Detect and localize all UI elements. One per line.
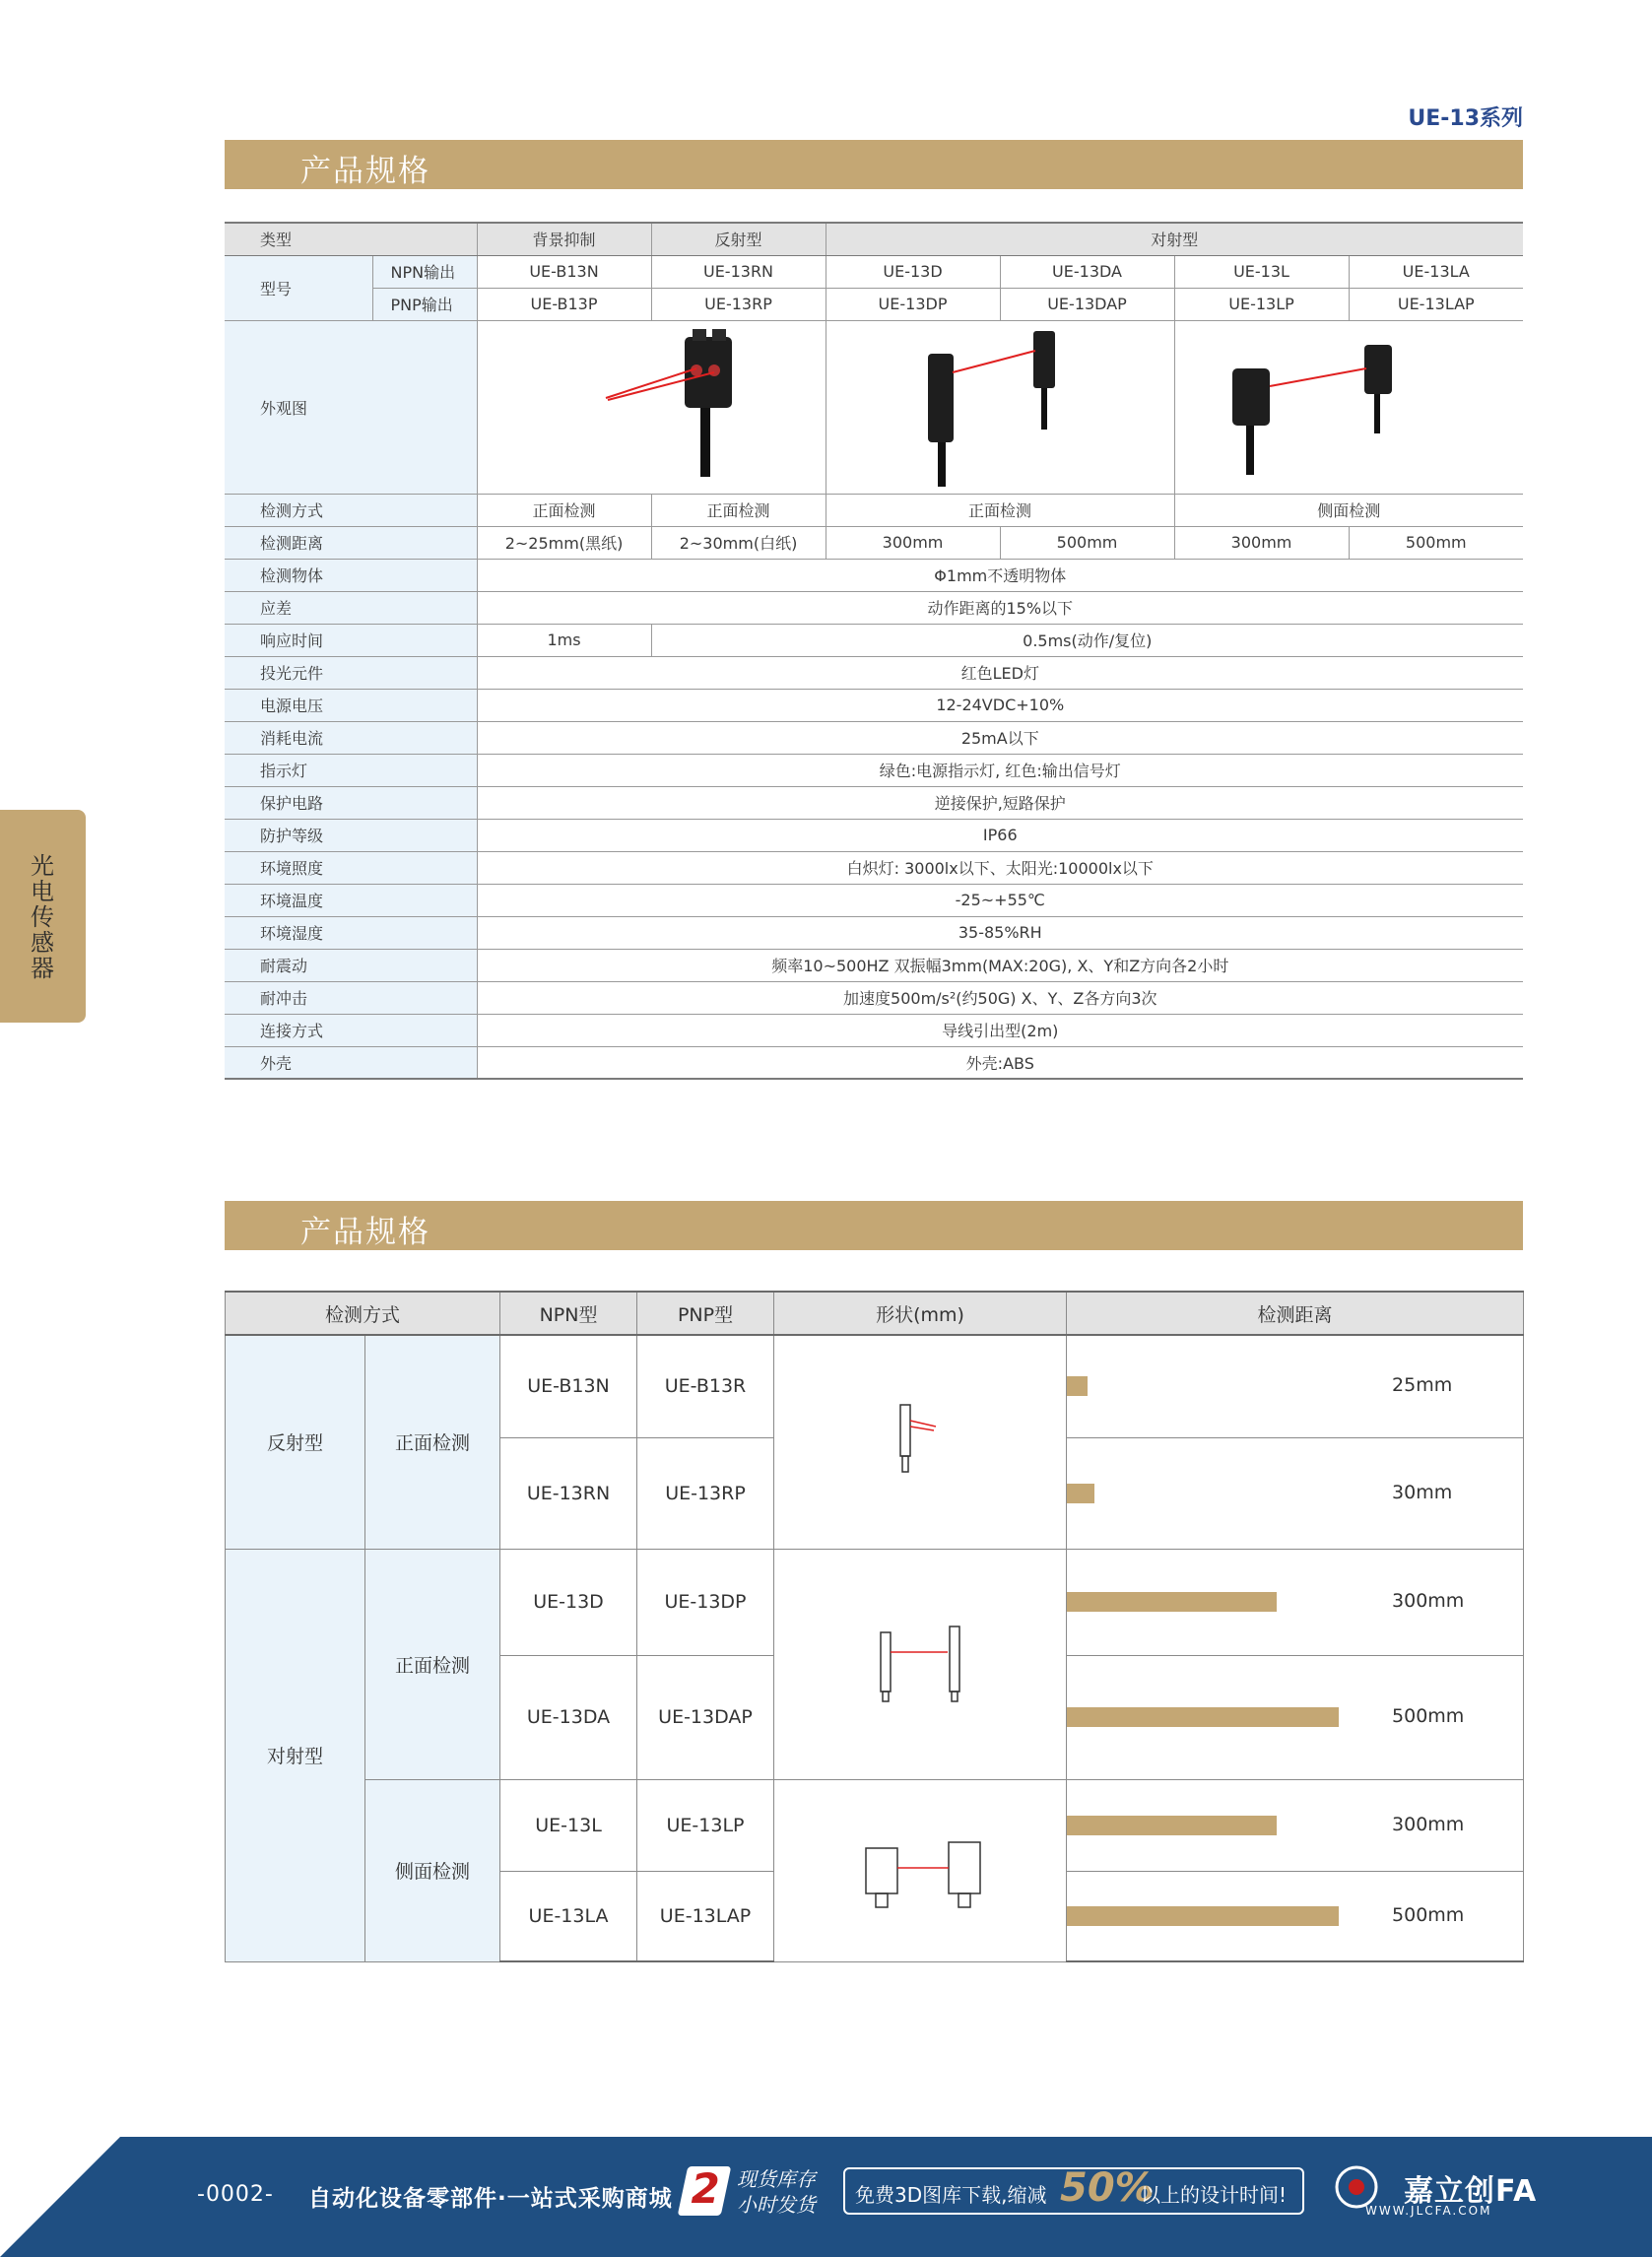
pnp-model: UE-13LAP [1349,288,1523,320]
pnp-model: UE-13LP [1174,288,1349,320]
pnp-model: UE-13LAP [637,1871,774,1961]
appearance-label: 外观图 [225,320,477,494]
distance-cell [1067,1437,1524,1549]
group-label: 对射型 [226,1549,365,1961]
npn-model: UE-13L [500,1779,637,1871]
pnp-model: UE-13RP [651,288,826,320]
distance-value: 500mm [1392,1705,1465,1727]
spec-row-value: Φ1mm不透明物体 [477,559,1523,591]
promo-percent: 50% [1060,2165,1155,2211]
two-hour-badge-icon [678,2166,732,2216]
badge-number: 2 [691,2164,720,2213]
type-cell: 反射型 [651,223,826,255]
npn-model: UE-13RN [500,1437,637,1549]
side-tab-label: 光电传感器 [31,852,54,982]
spec-row-value: 频率10~500HZ 双振幅3mm(MAX:20G), X、Y和Z方向各2小时 [477,949,1523,981]
footer [0,2137,1652,2257]
series-tag: UE-13系列 [1408,106,1523,131]
spec-row-label: 环境温度 [225,884,477,916]
spec-row-label: 指示灯 [225,754,477,786]
stock-line: 现货库存 [737,2167,816,2191]
distance-cell [1067,1779,1524,1871]
model-label: 型号 [225,255,372,320]
pnp-model: UE-13DAP [637,1655,774,1779]
promo-text: 免费3D图库下载,缩减 [855,2183,1047,2207]
sub-label: 侧面检测 [365,1779,500,1961]
distance-bar [1067,1816,1277,1835]
spec-row-label: 投光元件 [225,656,477,689]
section-bar-spec [225,140,1523,189]
sub-label: 正面检测 [365,1335,500,1549]
spec-row-value: 35-85%RH [477,916,1523,949]
npn-model: UE-13D [500,1549,637,1655]
pnp-model: UE-13DAP [1000,288,1174,320]
spec-row-label: 保护电路 [225,786,477,819]
col-header: 检测方式 [226,1292,500,1335]
col-header: 形状(mm) [774,1292,1067,1335]
spec-row-value: 动作距离的15%以下 [477,591,1523,624]
col-header: NPN型 [500,1292,637,1335]
type-cell: 对射型 [826,223,1523,255]
spec-row-label: 环境湿度 [225,916,477,949]
pnp-model: UE-13DP [826,288,1000,320]
type-label: 类型 [225,223,477,255]
pnp-model: UE-13LP [637,1779,774,1871]
col-header: PNP型 [637,1292,774,1335]
distance-bar [1067,1376,1088,1396]
detect-distance-label: 检测距离 [225,526,477,559]
distance-value: 300mm [1392,1813,1465,1835]
pnp-model: UE-13DP [637,1549,774,1655]
type-cell: 背景抑制 [477,223,651,255]
spec-row-label: 耐震动 [225,949,477,981]
npn-model: UE-13D [826,255,1000,288]
npn-model: UE-13RN [651,255,826,288]
spec-row-value: 绿色:电源指示灯, 红色:输出信号灯 [477,754,1523,786]
spec-row-value: 导线引出型(2m) [477,1014,1523,1046]
pnp-model: UE-B13R [637,1335,774,1437]
spec-row-label: 耐冲击 [225,981,477,1014]
distance-bar [1067,1484,1094,1503]
detect-distance-cell: 500mm [1000,526,1174,559]
distance-cell [1067,1549,1524,1655]
detect-distance-cell: 2~25mm(黑纸) [477,526,651,559]
spec-row-label: 连接方式 [225,1014,477,1046]
spec-row-label: 防护等级 [225,819,477,851]
shape-thrubeam-front-diagram [774,1549,1067,1779]
brand-url[interactable]: WWW.JLCFA.COM [1365,2204,1492,2218]
detect-method-cell: 正面检测 [477,494,651,526]
appearance-thrubeam-front-image [826,320,1174,494]
side-category-tab[interactable] [0,810,86,1023]
npn-model: UE-B13N [477,255,651,288]
distance-value: 300mm [1392,1590,1465,1612]
section-bar-selection [225,1201,1523,1250]
pnp-label: PNP输出 [372,288,477,320]
footer-slogan: 自动化设备零部件·一站式采购商城 [308,2186,673,2212]
stock-line: 小时发货 [737,2193,816,2217]
distance-cell [1067,1335,1524,1437]
detect-distance-cell: 2~30mm(白纸) [651,526,826,559]
sub-label: 正面检测 [365,1549,500,1779]
spec-row-value: 加速度500m/s²(约50G) X、Y、Z各方向3次 [477,981,1523,1014]
spec-row-value: -25~+55℃ [477,884,1523,916]
detect-method-cell: 正面检测 [651,494,826,526]
promo-text: 以上的设计时间! [1141,2183,1288,2207]
npn-model: UE-13DA [1000,255,1174,288]
spec-row-label: 消耗电流 [225,721,477,754]
npn-model: UE-B13N [500,1335,637,1437]
spec-row-value: 白炽灯: 3000lx以下、太阳光:10000lx以下 [477,851,1523,884]
detect-distance-cell: 300mm [826,526,1000,559]
distance-value: 500mm [1392,1903,1465,1926]
detect-distance-cell: 500mm [1349,526,1523,559]
distance-value: 30mm [1392,1481,1453,1503]
distance-bar [1067,1707,1338,1727]
section-title: 产品规格 [300,1215,430,1250]
spec-row-label: 外壳 [225,1046,477,1079]
pnp-model: UE-13RP [637,1437,774,1549]
detect-method-label: 检测方式 [225,494,477,526]
spec-table [225,222,1523,1080]
spec-row-value: 1ms [477,624,651,656]
detect-method-cell: 侧面检测 [1174,494,1523,526]
npn-model: UE-13LA [1349,255,1523,288]
distance-bar [1067,1592,1277,1612]
pnp-model: UE-B13P [477,288,651,320]
spec-row-label: 检测物体 [225,559,477,591]
group-label: 反射型 [226,1335,365,1549]
spec-row-label: 响应时间 [225,624,477,656]
spec-row-label: 环境照度 [225,851,477,884]
npn-model: UE-13DA [500,1655,637,1779]
appearance-thrubeam-side-image [1174,320,1523,494]
spec-row-value: IP66 [477,819,1523,851]
spec-row-value: 0.5ms(动作/复位) [651,624,1523,656]
brand-name: 嘉立创FA [1404,2174,1538,2209]
distance-value: 25mm [1392,1374,1453,1397]
page-number: -0002- [197,2182,274,2207]
spec-row-value: 12-24VDC+10% [477,689,1523,721]
section-title: 产品规格 [300,154,430,189]
distance-cell [1067,1655,1524,1779]
spec-row-value: 红色LED灯 [477,656,1523,689]
footer-corner [0,2137,120,2257]
selection-table [225,1291,1524,1962]
col-header: 检测距离 [1067,1292,1524,1335]
distance-bar [1067,1906,1338,1926]
spec-row-value: 逆接保护,短路保护 [477,786,1523,819]
spec-row-label: 电源电压 [225,689,477,721]
promo-banner[interactable] [843,2167,1304,2215]
shape-reflective-diagram [774,1335,1067,1549]
detect-method-cell: 正面检测 [826,494,1174,526]
spec-row-value: 25mA以下 [477,721,1523,754]
stock-text [737,2166,816,2218]
appearance-reflective-image [477,320,826,494]
detect-distance-cell: 300mm [1174,526,1349,559]
distance-cell [1067,1871,1524,1961]
spec-row-value: 外壳:ABS [477,1046,1523,1079]
npn-model: UE-13LA [500,1871,637,1961]
npn-model: UE-13L [1174,255,1349,288]
shape-thrubeam-side-diagram [774,1779,1067,1961]
npn-label: NPN输出 [372,255,477,288]
spec-row-label: 应差 [225,591,477,624]
